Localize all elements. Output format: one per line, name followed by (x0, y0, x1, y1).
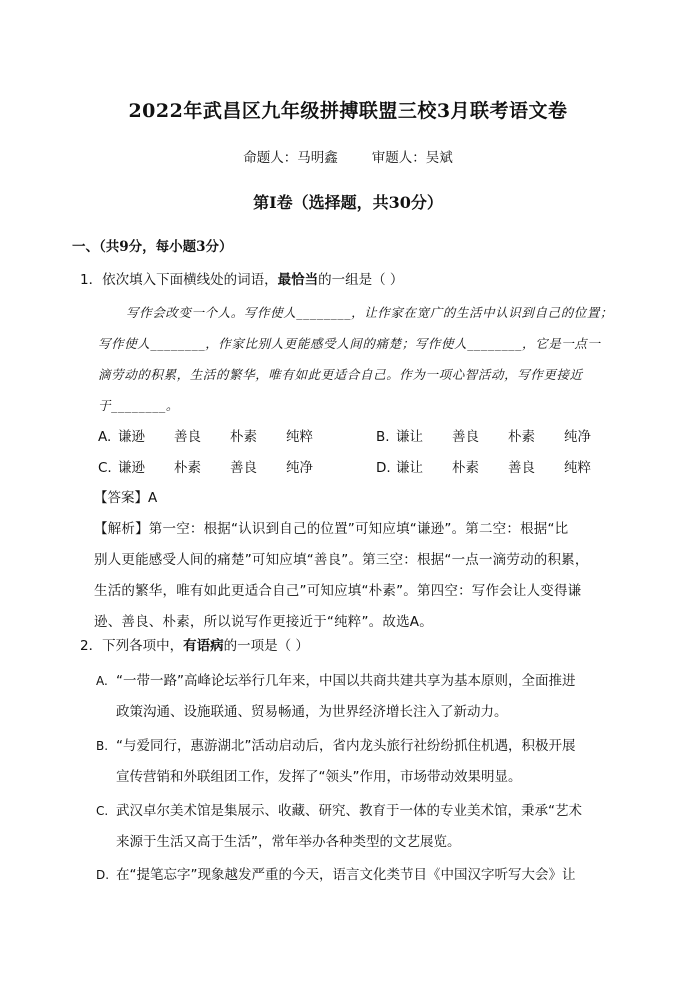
passage-line: 滴劳动的积累，生活的繁华，唯有如此更适合自己。作为一项心智活动，写作更接近 (98, 367, 583, 382)
choice-b-cont: 宣传营销和外联组团工作，发挥了“领头”作用，市场带动效果明显。 (116, 769, 522, 785)
option-b: B. 谦让 善良 朴素 纯净 (376, 429, 591, 445)
question-1-stem: 1．依次填入下面横线处的词语，最恰当的一组是（ ） (80, 272, 404, 288)
setter: 命题人：马明鑫 (243, 150, 338, 166)
answer: 【答案】A (94, 490, 158, 506)
passage-line: 于________。 (98, 398, 179, 413)
option-c: C. 谦逊 朴素 善良 纯净 (98, 460, 313, 476)
option-d: D. 谦让 朴素 善良 纯粹 (376, 460, 591, 476)
reviewer: 审题人：吴斌 (371, 150, 453, 166)
part-title: 第Ⅰ卷（选择题，共30分） (253, 193, 443, 212)
section-heading: 一、（共9分，每小题3分） (72, 239, 233, 255)
choice-b: B. “与爱同行，惠游湖北”活动启动后，省内龙头旅行社纷纷抓住机遇，积极开展 (96, 738, 576, 754)
analysis-line: 别人更能感受人间的痛楚”可知应填“善良”。第三空：根据“一点一滴劳动的积累， (94, 552, 589, 568)
choice-a-cont: 政策沟通、设施联通、贸易畅通，为世界经济增长注入了新动力。 (116, 704, 508, 720)
emphasis: 最恰当 (277, 272, 319, 288)
exam-title: 2022年武昌区九年级拼搏联盟三校3月联考语文卷 (128, 100, 568, 122)
choice-c: C. 武汉卓尔美术馆是集展示、收藏、研究、教育于一体的专业美术馆，秉承“艺术 (96, 803, 582, 819)
analysis-line: 【解析】第一空：根据“认识到自己的位置”可知应填“谦逊”。第二空：根据“比 (94, 521, 569, 537)
passage-line: 写作会改变一个人。写作使人________，让作家在宽广的生活中认识到自己的位置； (126, 305, 614, 320)
passage-line: 写作使人________，作家比别人更能感受人间的痛楚；写作使人________，它是一点一 (98, 336, 601, 351)
question-2-stem: 2．下列各项中，有语病的一项是（ ） (80, 638, 309, 654)
analysis-line: 逊、善良、朴素，所以说写作更接近于“纯粹”。故选A。 (94, 614, 433, 630)
choice-a: A. “一带一路”高峰论坛举行几年来，中国以共商共建共享为基本原则，全面推进 (96, 673, 576, 689)
analysis-line: 生活的繁华，唯有如此更适合自己”可知应填“朴素”。第四空：写作会让人变得谦 (94, 583, 582, 599)
emphasis: 有语病 (183, 638, 224, 654)
choice-c-cont: 来源于生活又高于生活”，常年举办各种类型的文艺展览。 (116, 834, 461, 850)
option-a: A. 谦逊 善良 朴素 纯粹 (98, 429, 313, 445)
choice-d: D. 在“提笔忘字”现象越发严重的今天，语言文化类节目《中国汉字听写大会》让 (96, 867, 576, 883)
author-line (0, 146, 696, 166)
